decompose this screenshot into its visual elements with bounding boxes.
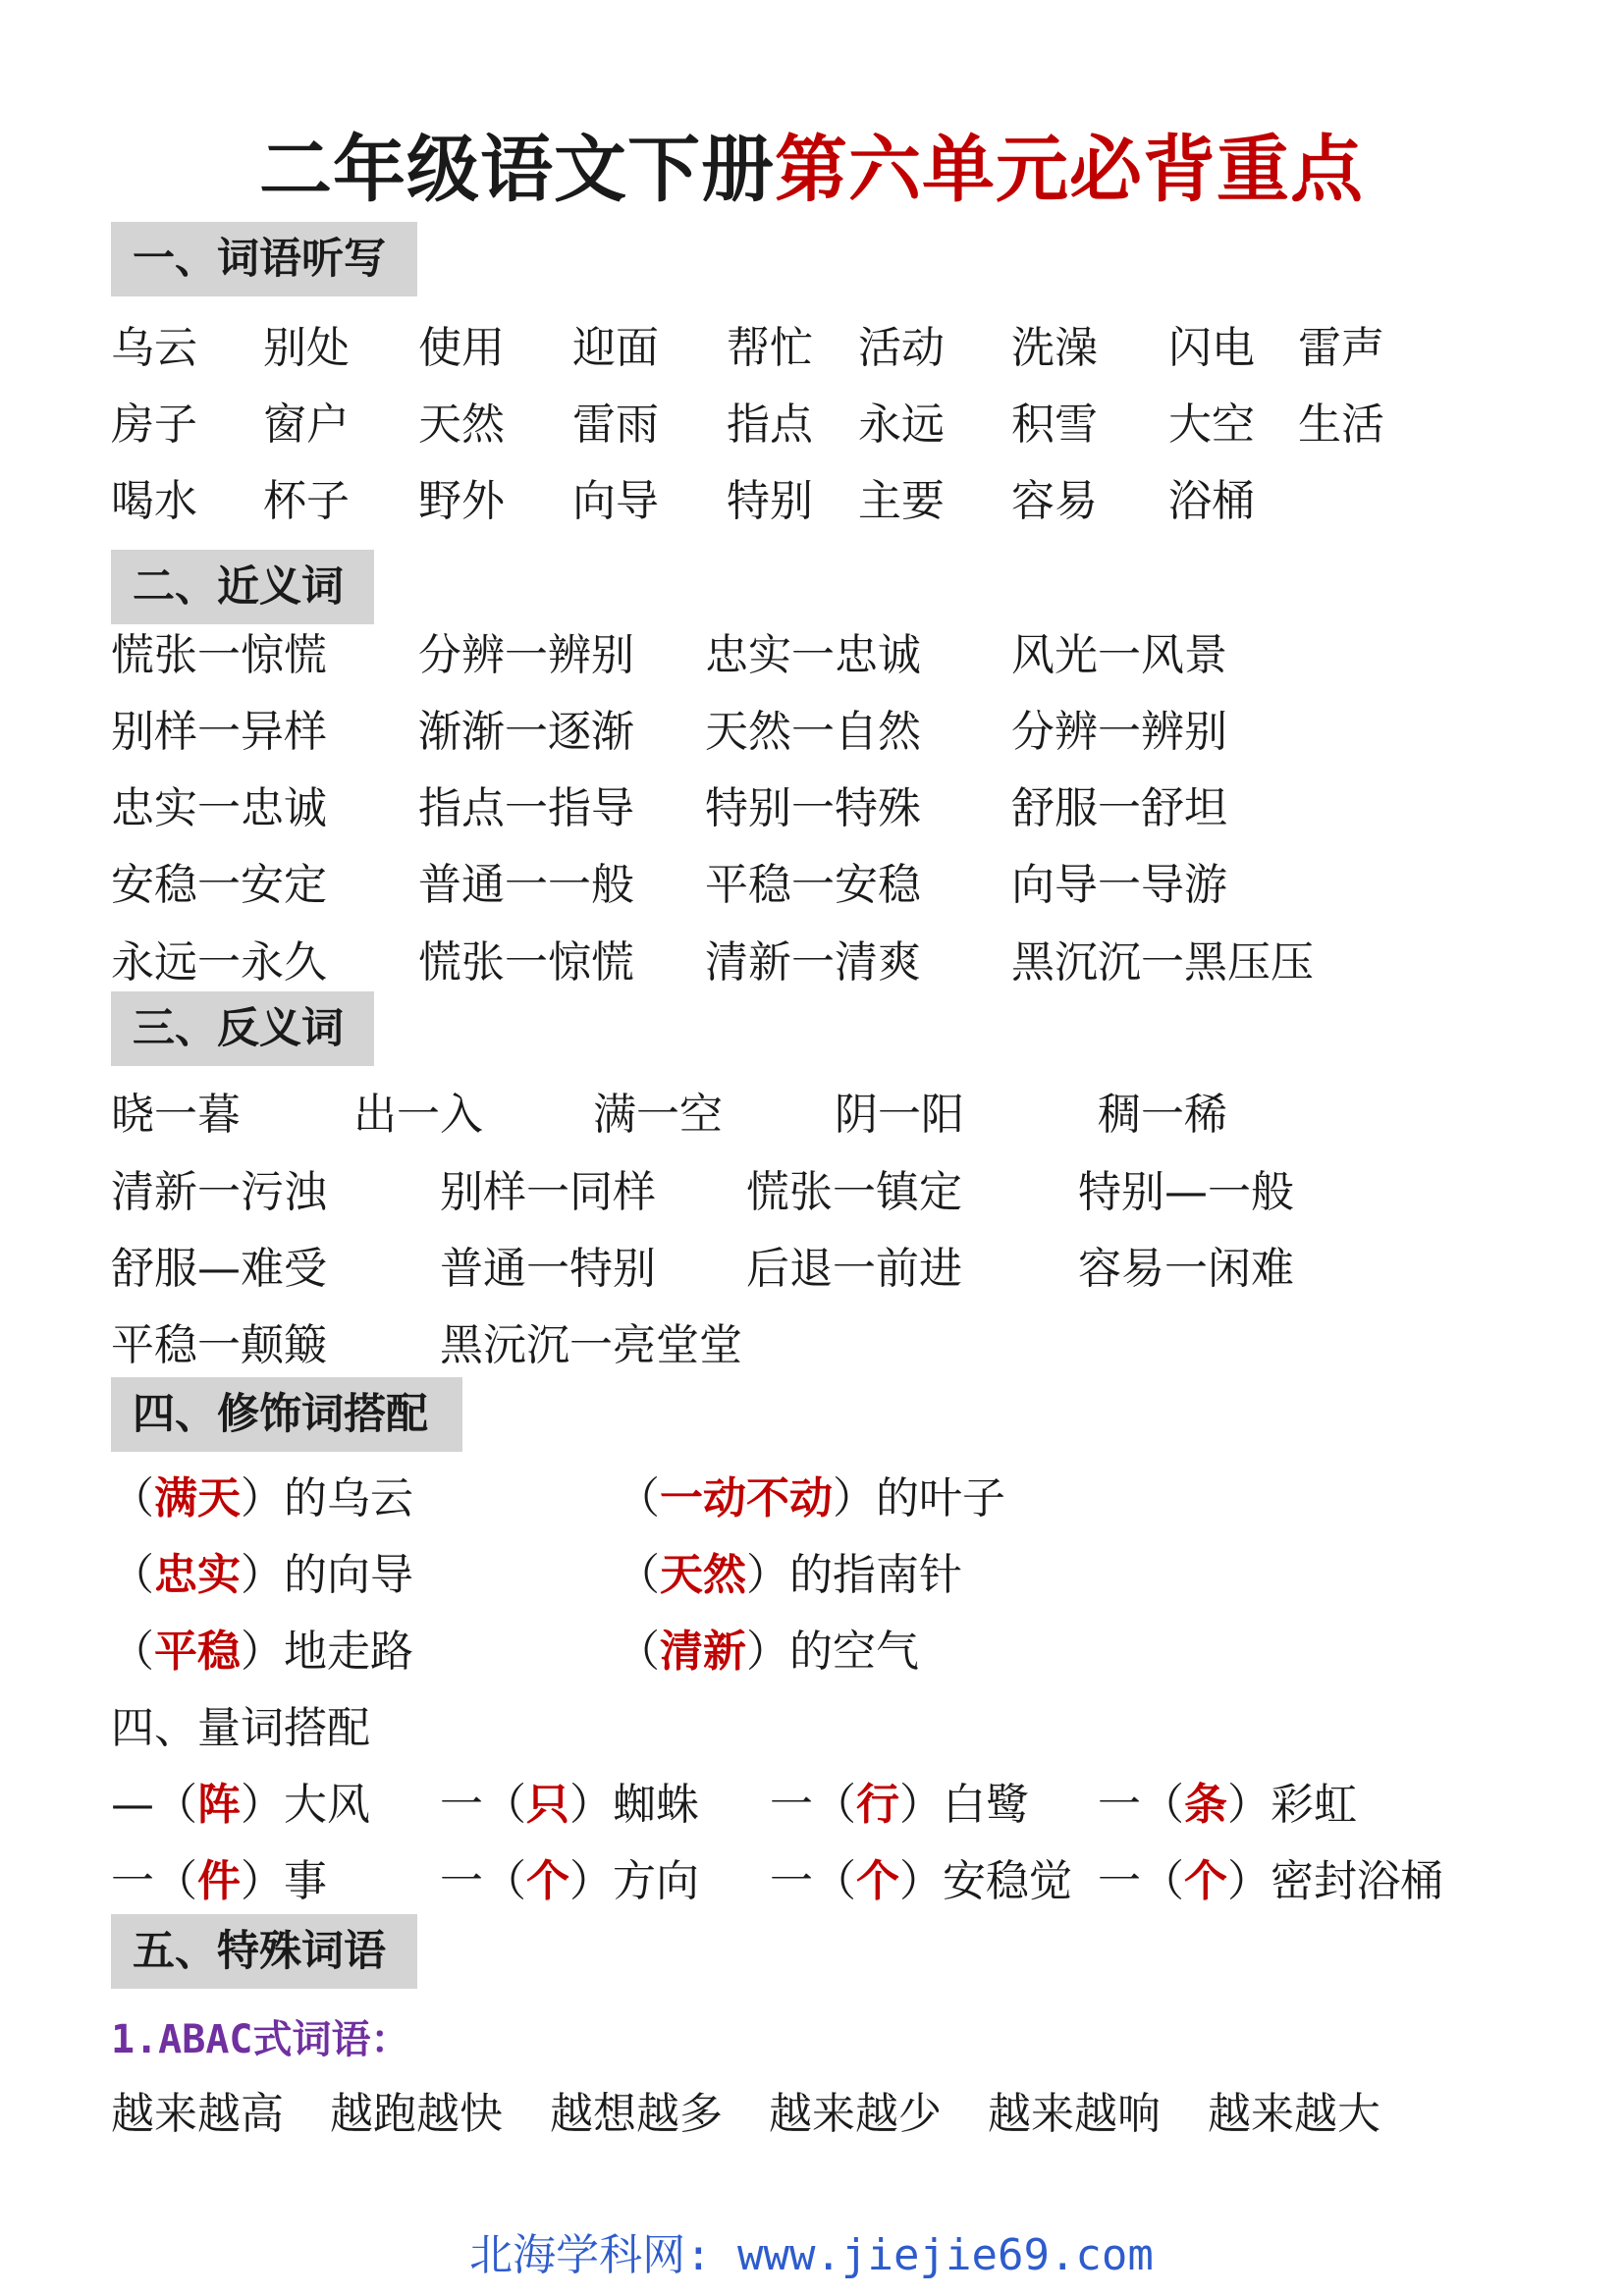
- dictation-word: 野外: [418, 476, 505, 526]
- abac-word: 越来越响: [988, 2089, 1161, 2139]
- dictation-word: 积雪: [1011, 400, 1098, 450]
- synonym-pair: 平稳一安稳: [705, 860, 921, 910]
- synonym-pair: 慌张一惊慌: [111, 630, 327, 680]
- antonym-pair: 平稳一颠簸: [111, 1320, 327, 1370]
- abac-subheading: 1.ABAC式词语：: [111, 2017, 410, 2062]
- title-part1: 二年级语文下册: [259, 128, 775, 212]
- antonym-pair: 别样一同样: [440, 1167, 656, 1217]
- abac-row: [0, 2080, 1623, 2149]
- answer-word: 只: [526, 1780, 569, 1830]
- abac-word: 越来越少: [769, 2089, 942, 2139]
- phrase-rest: ）的乌云: [241, 1473, 413, 1523]
- modifier-phrase: [617, 1465, 1005, 1533]
- bracket-open: 一（: [770, 1780, 856, 1830]
- bracket-open: 一（: [440, 1780, 526, 1830]
- dictation-row: [0, 314, 1623, 383]
- measure-word-phrase: [770, 1847, 1072, 1916]
- dictation-word: 天然: [418, 400, 505, 450]
- section-header-dictation: 一、词语听写: [111, 222, 417, 296]
- phrase-rest: ）安稳觉: [899, 1856, 1072, 1906]
- phrase-rest: ）事: [241, 1856, 327, 1906]
- synonym-row: [0, 929, 1623, 997]
- synonym-pair: 慌张一惊慌: [418, 937, 634, 988]
- dictation-word: 闪电: [1168, 323, 1255, 373]
- dictation-row: [0, 467, 1623, 536]
- antonym-pair: 晓一暮: [111, 1090, 241, 1140]
- dictation-word: 特别: [727, 476, 813, 526]
- measure-word-row: [0, 1771, 1623, 1840]
- modifier-phrase: [111, 1618, 413, 1686]
- dictation-word: 乌云: [111, 323, 197, 373]
- synonym-pair: 安稳一安定: [111, 860, 327, 910]
- antonym-pair: 出一入: [353, 1090, 483, 1140]
- synonym-pair: 特别一特殊: [705, 783, 921, 833]
- dictation-word: 窗户: [263, 400, 350, 450]
- antonym-pair: 普通一特别: [440, 1244, 656, 1294]
- answer-word: 件: [197, 1856, 241, 1906]
- answer-word: 个: [1184, 1856, 1227, 1906]
- synonym-pair: 渐渐一逐渐: [418, 707, 634, 757]
- section-header-modifiers: 四、修饰词搭配: [111, 1377, 462, 1452]
- modifier-row: [0, 1618, 1623, 1686]
- synonym-pair: 分辨一辨别: [1011, 707, 1227, 757]
- dictation-word: 活动: [858, 323, 945, 373]
- measure-word-phrase: [1098, 1847, 1443, 1916]
- synonym-pair: 黑沉沉一黑压压: [1011, 937, 1314, 988]
- synonym-pair: 普通一一般: [418, 860, 634, 910]
- footer-website: 北海学科网: www.jiejie69.com: [469, 2230, 1154, 2280]
- bracket-open: （: [617, 1473, 660, 1523]
- dictation-word: 永远: [858, 400, 945, 450]
- antonym-row: [0, 1311, 1623, 1380]
- antonym-row: [0, 1235, 1623, 1304]
- modifier-row: [0, 1541, 1623, 1610]
- bracket-open: 一（: [111, 1856, 197, 1906]
- bracket-open: —（: [111, 1780, 197, 1830]
- measure-word-phrase: [770, 1771, 1029, 1840]
- section-header-special-words: 五、特殊词语: [111, 1914, 417, 1989]
- answer-word: 一动不动: [660, 1473, 833, 1523]
- antonym-pair: 特别—一般: [1078, 1167, 1294, 1217]
- page-title: [0, 126, 1623, 214]
- bracket-open: 一（: [1098, 1780, 1184, 1830]
- synonym-pair: 指点一指导: [418, 783, 634, 833]
- modifier-phrase: [111, 1465, 413, 1533]
- phrase-rest: ）白鹭: [899, 1780, 1029, 1830]
- measure-word-phrase: [440, 1771, 699, 1840]
- antonym-pair: 黑沅沉一亮堂堂: [440, 1320, 742, 1370]
- measure-words-heading: 四、量词搭配: [111, 1703, 370, 1753]
- measure-words-heading-row: [0, 1694, 1623, 1763]
- synonym-pair: 分辨一辨别: [418, 630, 634, 680]
- synonym-pair: 向导一导游: [1011, 860, 1227, 910]
- bracket-open: 一（: [770, 1856, 856, 1906]
- dictation-word: 喝水: [111, 476, 197, 526]
- antonym-pair: 舒服—难受: [111, 1244, 327, 1294]
- phrase-rest: ）方向: [569, 1856, 699, 1906]
- synonym-pair: 清新一清爽: [705, 937, 921, 988]
- synonym-pair: 忠实一忠诚: [705, 630, 921, 680]
- phrase-rest: ）的空气: [746, 1627, 919, 1677]
- section-header-synonyms: 二、近义词: [111, 550, 374, 624]
- bracket-open: （: [111, 1550, 154, 1600]
- dictation-word: 帮忙: [727, 323, 813, 373]
- synonym-row: [0, 851, 1623, 920]
- synonym-pair: 风光一风景: [1011, 630, 1227, 680]
- bracket-open: （: [617, 1627, 660, 1677]
- dictation-word: 洗澡: [1011, 323, 1098, 373]
- antonym-pair: 慌张一镇定: [746, 1167, 962, 1217]
- modifier-row: [0, 1465, 1623, 1533]
- dictation-word: 向导: [572, 476, 659, 526]
- synonym-pair: 天然一自然: [705, 707, 921, 757]
- answer-word: 阵: [197, 1780, 241, 1830]
- phrase-rest: ）的指南针: [746, 1550, 962, 1600]
- phrase-rest: ）大风: [241, 1780, 370, 1830]
- synonym-pair: 忠实一忠诚: [111, 783, 327, 833]
- measure-word-row: [0, 1847, 1623, 1916]
- section-header-antonyms: 三、反义词: [111, 991, 374, 1066]
- synonym-row: [0, 698, 1623, 767]
- dictation-word: 浴桶: [1168, 476, 1255, 526]
- answer-word: 清新: [660, 1627, 746, 1677]
- dictation-word: 雷雨: [572, 400, 659, 450]
- antonym-pair: 稠一稀: [1098, 1090, 1227, 1140]
- antonym-row: [0, 1081, 1623, 1149]
- dictation-word: 房子: [111, 400, 197, 450]
- antonym-pair: 阴一阳: [835, 1090, 964, 1140]
- abac-word: 越来越高: [111, 2089, 284, 2139]
- phrase-rest: ）的向导: [241, 1550, 413, 1600]
- answer-word: 满天: [154, 1473, 241, 1523]
- bracket-open: 一（: [1098, 1856, 1184, 1906]
- phrase-rest: ）密封浴桶: [1227, 1856, 1443, 1906]
- modifier-phrase: [111, 1541, 413, 1610]
- phrase-rest: ）彩虹: [1227, 1780, 1357, 1830]
- bracket-open: （: [111, 1627, 154, 1677]
- antonym-pair: 满一空: [593, 1090, 723, 1140]
- modifier-phrase: [617, 1618, 919, 1686]
- title-part2: 第六单元必背重点: [775, 128, 1364, 212]
- bracket-open: （: [617, 1550, 660, 1600]
- dictation-word: 使用: [418, 323, 505, 373]
- antonym-row: [0, 1158, 1623, 1227]
- answer-word: 个: [856, 1856, 899, 1906]
- dictation-word: 雷声: [1298, 323, 1384, 373]
- synonym-pair: 舒服一舒坦: [1011, 783, 1227, 833]
- dictation-word: 迎面: [572, 323, 659, 373]
- synonym-row: [0, 774, 1623, 843]
- answer-word: 平稳: [154, 1627, 241, 1677]
- dictation-row: [0, 391, 1623, 459]
- dictation-word: 指点: [727, 400, 813, 450]
- abac-word: 越跑越快: [330, 2089, 503, 2139]
- answer-word: 条: [1184, 1780, 1227, 1830]
- phrase-rest: ）的叶子: [833, 1473, 1005, 1523]
- synonym-pair: 别样一异样: [111, 707, 327, 757]
- antonym-pair: 容易一闲难: [1078, 1244, 1294, 1294]
- answer-word: 个: [526, 1856, 569, 1906]
- dictation-word: 主要: [858, 476, 945, 526]
- measure-word-phrase: [440, 1847, 699, 1916]
- antonym-pair: 清新一污浊: [111, 1167, 327, 1217]
- dictation-word: 别处: [263, 323, 350, 373]
- bracket-open: 一（: [440, 1856, 526, 1906]
- bracket-open: （: [111, 1473, 154, 1523]
- dictation-word: 生活: [1298, 400, 1384, 450]
- measure-word-phrase: [1098, 1771, 1357, 1840]
- antonym-pair: 后退一前进: [746, 1244, 962, 1294]
- phrase-rest: ）蜘蛛: [569, 1780, 699, 1830]
- dictation-word: 容易: [1011, 476, 1098, 526]
- measure-word-phrase: [111, 1771, 370, 1840]
- synonym-pair: 永远一永久: [111, 937, 327, 988]
- measure-word-phrase: [111, 1847, 327, 1916]
- modifier-phrase: [617, 1541, 962, 1610]
- answer-word: 行: [856, 1780, 899, 1830]
- dictation-word: 杯子: [263, 476, 350, 526]
- answer-word: 忠实: [154, 1550, 241, 1600]
- dictation-word: 大空: [1168, 400, 1255, 450]
- phrase-rest: ）地走路: [241, 1627, 413, 1677]
- synonym-row: [0, 621, 1623, 690]
- abac-word: 越想越多: [550, 2089, 723, 2139]
- answer-word: 天然: [660, 1550, 746, 1600]
- abac-word: 越来越大: [1208, 2089, 1380, 2139]
